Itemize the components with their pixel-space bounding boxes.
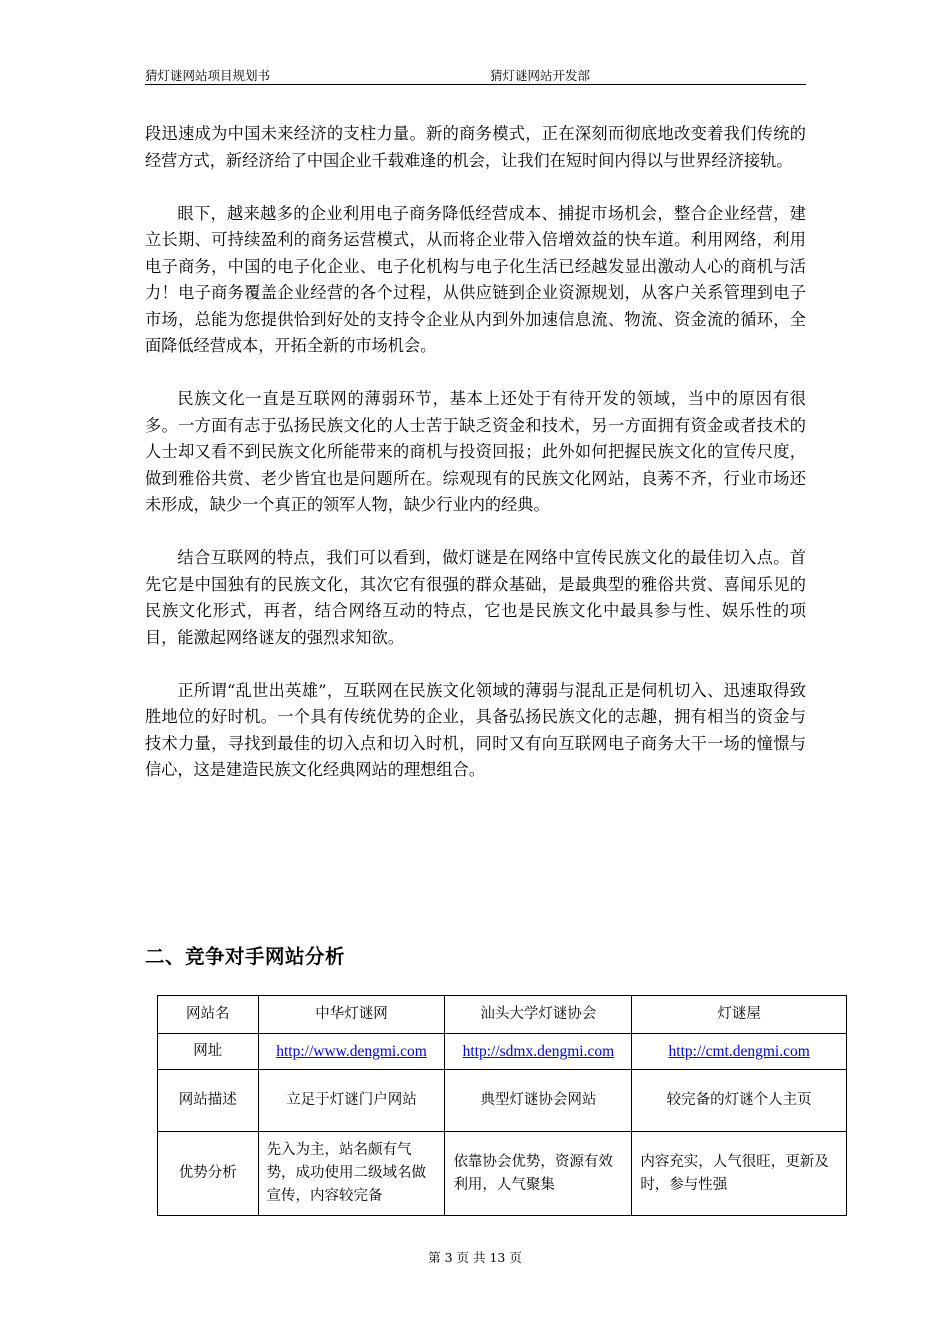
table-row — [158, 1034, 847, 1070]
table-cell — [445, 1034, 632, 1070]
table-cell: 立足于灯谜门户网站 — [258, 1070, 445, 1132]
table-cell: 典型灯谜协会网站 — [445, 1070, 632, 1132]
table-cell: 灯谜屋 — [632, 996, 847, 1034]
competitor-table — [157, 995, 847, 1216]
paragraph-3: 民族文化一直是互联网的薄弱环节，基本上还处于有待开发的领域，当中的原因有很多。一方面有志于弘扬民族文化的人士苦于缺乏资金和技术，另一方面拥有资金或者技术的人士却又看不到民族文化所能带来的商机与投资回报；此外如何把握民族文化的宣传尺度，做到雅俗共赏、老少皆宜也是问题所在。综观现有的民族文化网站，良莠不齐，行业市场还未形成，缺少一个真正的领军人物，缺少行业内的经典。 — [145, 389, 806, 514]
table-cell: 先入为主，站名颇有气势，成功使用二级域名做宣传，内容较完备 — [258, 1132, 445, 1216]
table-cell: 依靠协会优势，资源有效利用，人气聚集 — [445, 1132, 632, 1216]
table-cell — [258, 1034, 445, 1070]
header-document-title: 猜灯谜网站项目规划书 — [145, 68, 271, 83]
section-heading: 二、竞争对手网站分析 — [145, 945, 346, 968]
table-cell: 内容充实，人气很旺，更新及时，参与性强 — [632, 1132, 847, 1216]
table-cell: 汕头大学灯谜协会 — [445, 996, 632, 1034]
paragraph-5: 正所谓“乱世出英雄”，互联网在民族文化领域的薄弱与混乱正是伺机切入、迅速取得致胜地位的好时机。一个具有传统优势的企业，具备弘扬民族文化的志趣，拥有相当的资金与技术力量，寻找到最佳的切入点和切入时机，同时又有向互联网电子商务大干一场的憧憬与信心，这是建造民族文化经典网站的理想组合。 — [145, 680, 806, 779]
table-cell: 较完备的灯谜个人主页 — [632, 1070, 847, 1132]
page-number: 第 3 页 共 13 页 — [428, 1250, 522, 1265]
table-row — [158, 996, 847, 1034]
row-label-site-name: 网站名 — [158, 996, 259, 1034]
table-row — [158, 1132, 847, 1216]
url-link[interactable]: http://cmt.dengmi.com — [668, 1042, 810, 1060]
header-department: 猜灯谜网站开发部 — [490, 68, 591, 83]
table-cell: 中华灯谜网 — [258, 996, 445, 1034]
table-row — [158, 1070, 847, 1132]
row-label-url: 网址 — [158, 1034, 259, 1070]
body-text — [145, 121, 806, 810]
paragraph-2: 眼下，越来越多的企业利用电子商务降低经营成本、捕捉市场机会，整合企业经营，建立长期、可持续盈利的商务运营模式，从而将企业带入倍增效益的快车道。利用网络，利用电子商务，中国的电子化企业、电子化机构与电子化生活已经越发显出激动人心的商机与活力！电子商务覆盖企业经营的各个过程，从供应链到企业资源规划，从客户关系管理到电子市场，总能为您提供恰到好处的支持令企业从内到外加速信息流、物流、资金流的循环，全面降低经营成本，开拓全新的市场机会。 — [145, 203, 806, 355]
row-label-advantages: 优势分析 — [158, 1132, 259, 1216]
table-cell — [632, 1034, 847, 1070]
url-link[interactable]: http://www.dengmi.com — [276, 1042, 427, 1060]
paragraph-1: 段迅速成为中国未来经济的支柱力量。新的商务模式，正在深刻而彻底地改变着我们传统的经营方式，新经济给了中国企业千载难逢的机会，让我们在短时间内得以与世界经济接轨。 — [145, 124, 806, 170]
page-header — [145, 66, 806, 85]
url-link[interactable]: http://sdmx.dengmi.com — [462, 1042, 615, 1060]
row-label-description: 网站描述 — [158, 1070, 259, 1132]
paragraph-4: 结合互联网的特点，我们可以看到，做灯谜是在网络中宣传民族文化的最佳切入点。首先它是中国独有的民族文化，其次它有很强的群众基础，是最典型的雅俗共赏、喜闻乐见的民族文化形式，再者，结合网络互动的特点，它也是民族文化中最具参与性、娱乐性的项目，能激起网络谜友的强烈求知欲。 — [145, 548, 806, 647]
